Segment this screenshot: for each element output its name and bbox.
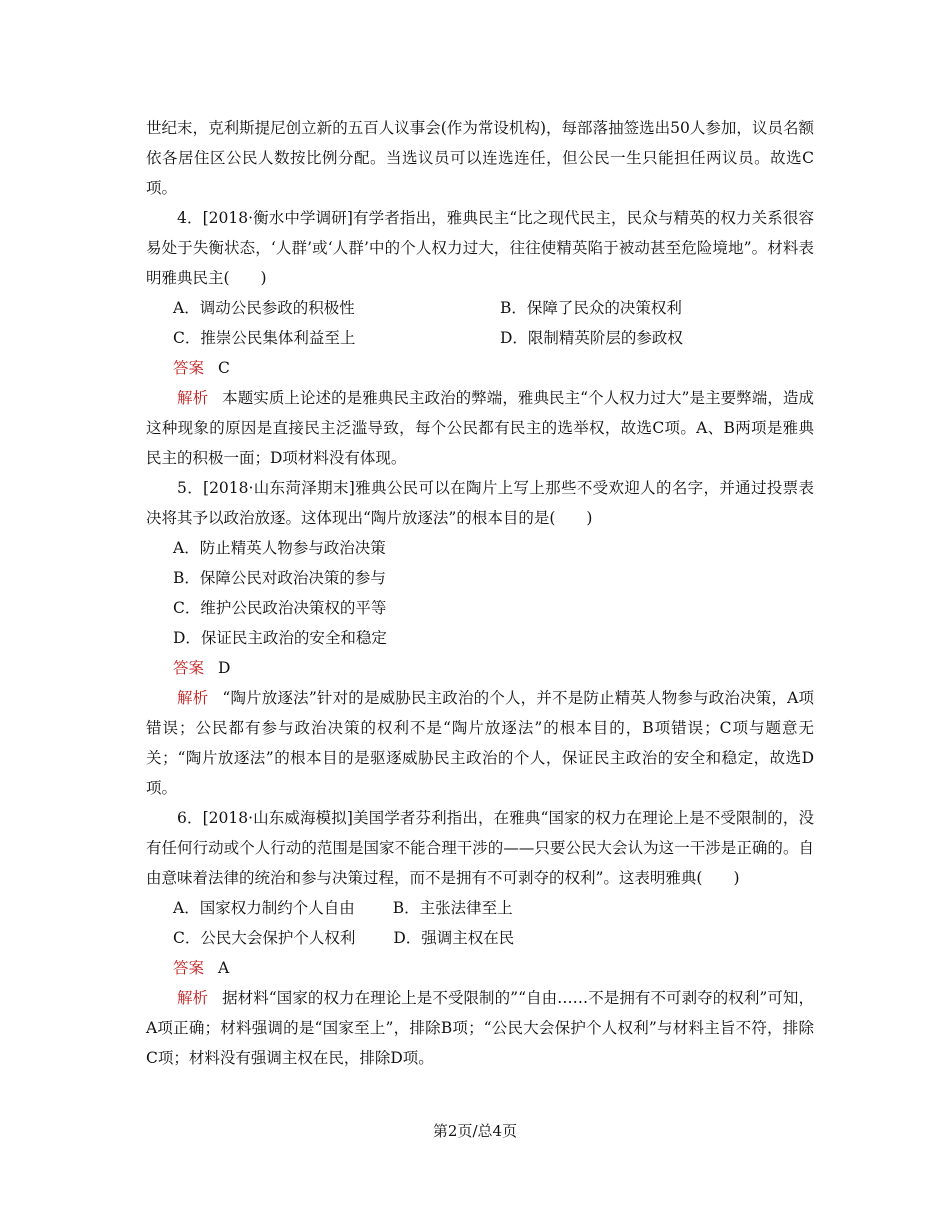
- options-row: [146, 533, 814, 563]
- question-stem: 6．[2018·山东威海模拟]美国学者芬利指出，在雅典“国家的权力在理论上是不受限制的，没有任何行动或个人行动的范围是国家不能合理干涉的——只要公民大会认为这一干涉是正确的。自由意味着法律的统治和参与决策过程，而不是拥有不可剥夺的权利”。这表明雅典( ): [146, 809, 814, 887]
- question-stem: 5．[2018·山东菏泽期末]雅典公民可以在陶片上写上那些不受欢迎人的名字，并通过投票表决将其予以政治放逐。这体现出“陶片放逐法”的根本目的是( ): [146, 479, 814, 527]
- options-row: [146, 293, 814, 323]
- analysis-text: “陶片放逐法”针对的是威胁民主政治的个人，并不是防止精英人物参与政治决策，A项错误；公民都有参与政治决策的权利不是“陶片放逐法”的根本目的，B项错误；C项与题意无关；“陶片放逐法”的根本目的是驱逐威胁民主政治的个人，保证民主政治的安全和稳定，故选D项。: [146, 689, 814, 797]
- analysis-paragraph: [146, 383, 814, 473]
- question-6: [146, 803, 814, 1073]
- option-c: C．维护公民政治决策权的平等: [173, 599, 387, 617]
- option-c: C．推崇公民集体利益至上: [173, 329, 356, 347]
- options-row: [146, 623, 814, 653]
- option-b: B．保障了民众的决策权利: [500, 299, 682, 317]
- options-row: [146, 323, 814, 353]
- page-footer: 第2页/总4页: [432, 1122, 518, 1140]
- answer-value: A: [218, 959, 230, 977]
- analysis-paragraph: [146, 683, 814, 803]
- lead-paragraph: 世纪末，克利斯提尼创立新的五百人议事会(作为常设机构)，每部落抽签选出50人参加，议员名额依各居住区公民人数按比例分配。当选议员可以连选连任，但公民一生只能担任两议员。故选C项。: [146, 119, 814, 197]
- analysis-text: 本题实质上论述的是雅典民主政治的弊端，雅典民主“个人权力过大”是主要弊端，造成这种现象的原因是直接民主泛滥导致，每个公民都有民主的选举权，故选C项。A、B两项是雅典民主的积极一面；D项材料没有体现。: [146, 389, 814, 467]
- options-row: [146, 893, 814, 923]
- question-stem: 4．[2018·衡水中学调研]有学者指出，雅典民主“比之现代民主，民众与精英的权力关系很容易处于失衡状态，‘人群’或‘人群’中的个人权力过大，往往使精英陷于被动甚至危险境地”。材料表明雅典民主( ): [146, 209, 814, 287]
- answer-line: [146, 953, 814, 983]
- question-5: [146, 473, 814, 803]
- question-4: [146, 203, 814, 473]
- analysis-tag: 解析: [177, 989, 209, 1007]
- answer-tag: 答案: [173, 959, 205, 977]
- analysis-paragraph: [146, 983, 814, 1073]
- answer-tag: 答案: [173, 359, 205, 377]
- option-c: C．公民大会保护个人权利: [173, 929, 356, 947]
- option-a: A．防止精英人物参与政治决策: [173, 539, 386, 557]
- options-row: [146, 563, 814, 593]
- answer-line: [146, 653, 814, 683]
- analysis-tag: 解析: [177, 689, 209, 707]
- option-d: D．保证民主政治的安全和稳定: [173, 629, 387, 647]
- answer-line: [146, 353, 814, 383]
- option-b: B．主张法律至上: [392, 899, 513, 917]
- answer-tag: 答案: [173, 659, 205, 677]
- analysis-text: 据材料“国家的权力在理论上是不受限制的”“自由……不是拥有不可剥夺的权利”可知，A项正确；材料强调的是“国家至上”，排除B项；“公民大会保护个人权利”与材料主旨不符，排除C项；材料没有强调主权在民，排除D项。: [146, 989, 814, 1067]
- answer-value: C: [218, 359, 230, 377]
- option-d: D．限制精英阶层的参政权: [500, 329, 683, 347]
- option-b: B．保障公民对政治决策的参与: [173, 569, 386, 587]
- answer-value: D: [218, 659, 231, 677]
- option-a: A．调动公民参政的积极性: [173, 299, 355, 317]
- option-a: A．国家权力制约个人自由: [173, 899, 355, 917]
- analysis-tag: 解析: [177, 389, 209, 407]
- option-d: D．强调主权在民: [393, 929, 515, 947]
- page-content: [146, 113, 814, 1073]
- options-row: [146, 593, 814, 623]
- options-row: [146, 923, 814, 953]
